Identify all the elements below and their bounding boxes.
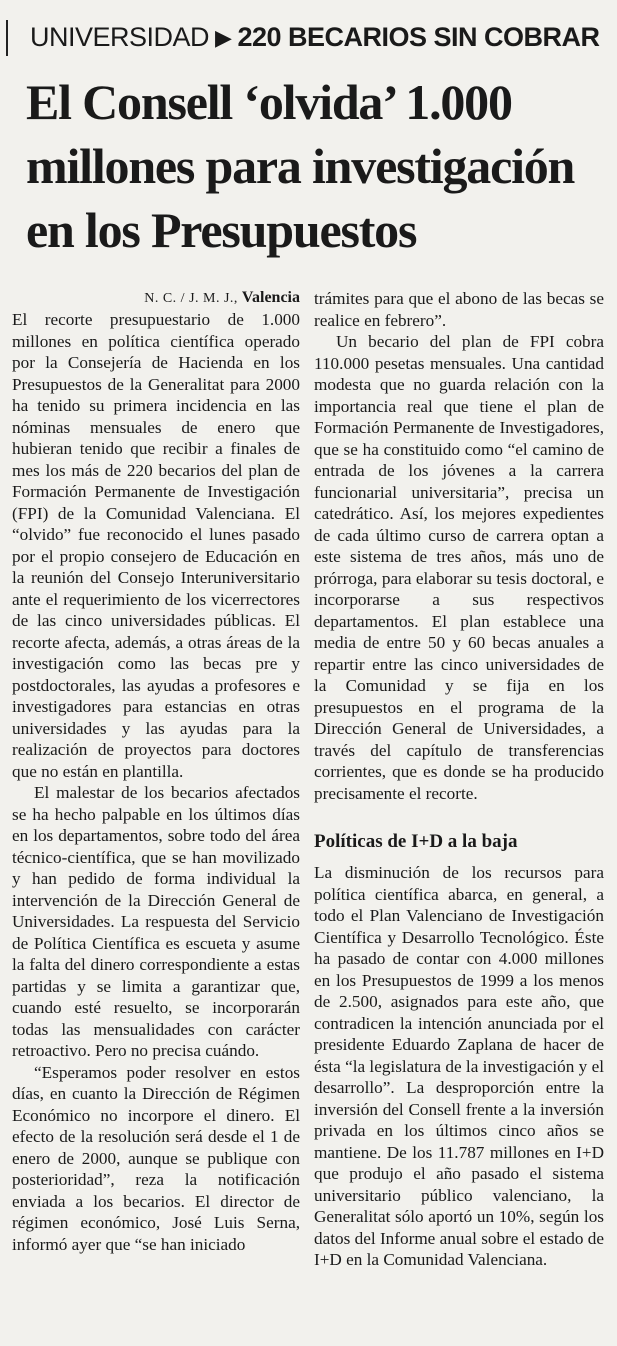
body-paragraph: trámites para que el abono de las becas se realice en febrero”. (314, 289, 604, 330)
body-paragraph: “Esperamos poder resolver en estos días, en cuanto la Dirección de Régimen Económico no incorpore el dinero. El efecto de la resolución será desde el 1 de enero de 2000, aunque se publique con posterioridad”, reza la notificación enviada a los becarios. El director de régimen económico, José Luis Serna, informó ayer que “se han iniciado (12, 1062, 300, 1254)
body-paragraph: Un becario del plan de FPI cobra 110.000 pesetas mensuales. Una cantidad modesta que no guarda relación con la importancia real que tiene el plan de Formación Permanente de Investigadores, que se ha constituido como “el camino de entrada de los jóvenes a la carrera funcionarial universitaria”, precisa un catedrático. Así, los mejores expedientes de cada último curso de carrera optan a este sistema de tres años, más uno de prórroga, para elaborar su tesis doctoral, e incorporarse a sus respectivos departamentos. El plan establece una media de entre 50 y 60 becas anuales a repartir entre las cinco universidades de la Comunidad y se fija en los presupuestos en el programa de la Dirección General de Universidades, a través del capítulo de transferencias corrientes, que es donde se ha producido precisamente el recorte. (314, 332, 604, 803)
right-column (314, 288, 604, 1271)
byline-authors: N. C. / J. M. J., (144, 291, 238, 306)
triangle-arrow-icon: ▶ (215, 25, 232, 50)
byline-place: Valencia (241, 289, 300, 306)
byline (12, 288, 300, 309)
topic-label: 220 BECARIOS SIN COBRAR (237, 22, 600, 52)
body-paragraph: La disminución de los recursos para política científica abarca, en general, a todo el Plan Valenciano de Investigación Científica y Desarrollo Tecnológico. Éste ha pasado de contar con 4.000 millones en los Presupuestos de 1999 a los menos de 2.500, asignados para este año, que contradicen la intención anunciada por el presidente Eduardo Zaplana de hacer de ésta “la legislatura de la investigación y el desarrollo”. La desproporción entre la inversión del Consell frente a la inversión privada en los últimos cinco años se mantiene. De los 11.787 millones en I+D que produjo el año pasado el sistema universitario público valenciano, la Generalitat sólo aportó un 10%, según los datos del Informe anual sobre el estado de I+D en la Comunidad Valenciana. (314, 863, 604, 1269)
section-kicker (30, 18, 610, 57)
body-paragraph: El recorte presupuestario de 1.000 millones en política científica operado por la Consejería de Hacienda en los Presupuestos de la Generalitat para 2000 ha tenido su primera incidencia en las nóminas mensuales de enero que hubieran tenido que recibir a finales de mes los más de 220 becarios del plan de Formación Permanente de Investigación (FPI) de la Comunidad Valenciana. El “olvido” fue reconocido el lunes pasado por el propio consejero de Educación en la reunión del Consejo Interuniversitario ante el requerimiento de los vicerrectores de las cinco universidades públicas. El recorte afecta, además, a otras áreas de la investigación como las becas pre y postdoctorales, las ayudas a profesores e investigadores para estancias en otras universidades y las ayudas para la realización de proyectos para doctores que no están en plantilla. (12, 310, 300, 781)
kicker-rule (6, 20, 8, 56)
section-label: UNIVERSIDAD (30, 22, 210, 52)
left-column (12, 288, 300, 1255)
subhead: Políticas de I+D a la baja (314, 831, 518, 852)
body-paragraph: El malestar de los becarios afectados se ha hecho palpable en los últimos días en los departamentos, sobre todo del área técnico-científica, que se han movilizado y han pedido de forma individual la intervención de la Dirección General de Universidades. La respuesta del Servicio de Política Científica es escueta y asume la falta del dinero correspondiente a estas partidas y se limita a garantizar que, cuando esté resuelto, se incorporarán todas las mensualidades con carácter retroactivo. Pero no precisa cuándo. (12, 783, 300, 1060)
headline: El Consell ‘olvida’ 1.000 millones para investigación en los Presupuestos (26, 74, 575, 258)
